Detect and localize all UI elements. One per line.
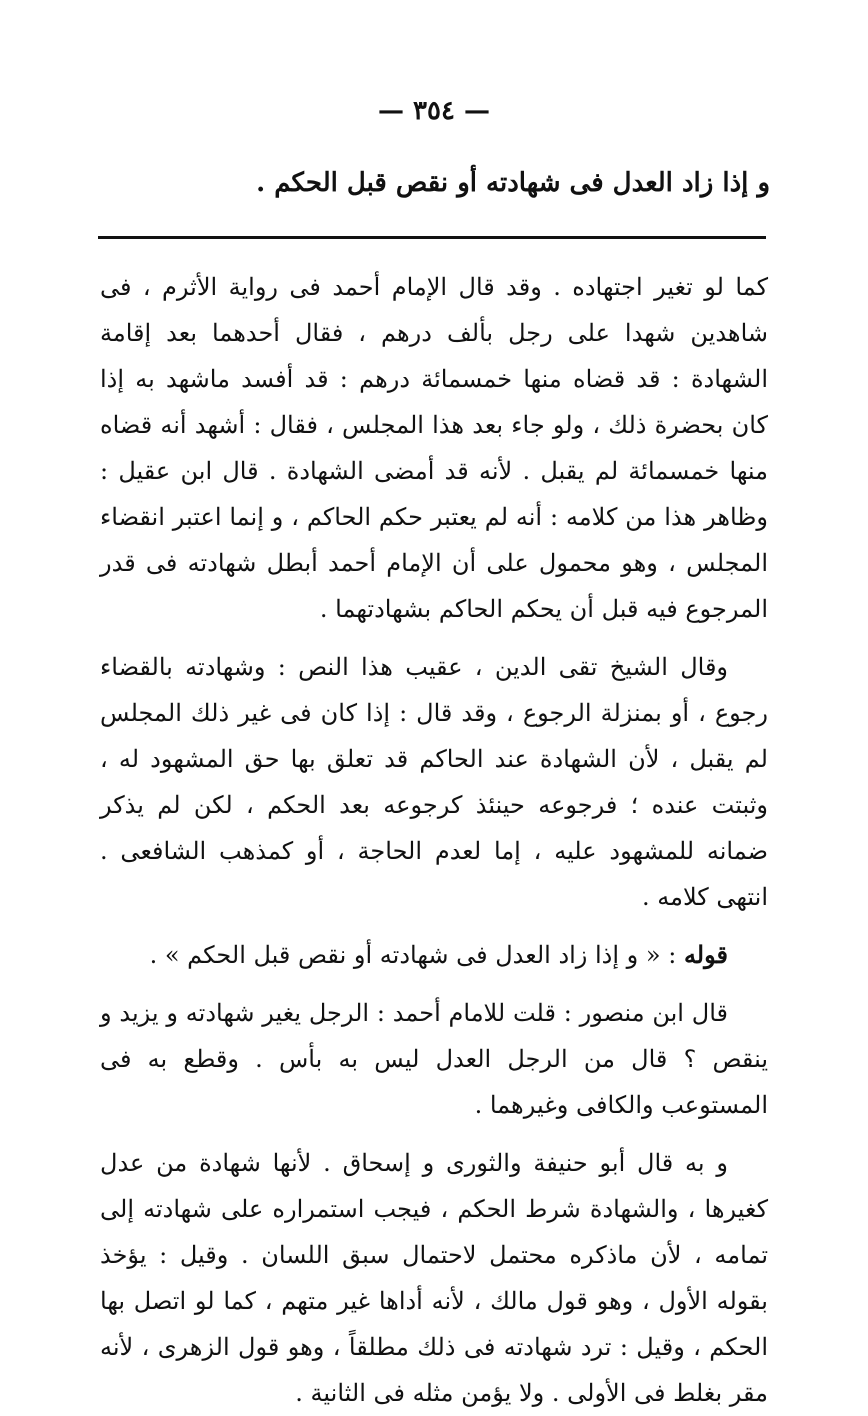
- paragraph-1: كما لو تغير اجتهاده . وقد قال الإمام أحمد فى رواية الأثرم ، فى شاهدين شهدا على رجل بألف درهم ، فقال أحدهما بعد إقامة الشهادة : قد قضاه منها خمسمائة درهم : قد أفسد ماشهد به إذا كان بحضرة ذلك ، ولو جاء بعد هذا المجلس ، فقال : أشهد أنه قضاه منها خمسمائة لم يقبل . لأنه قد أمضى الشهادة . قال ابن عقيل : وظاهر هذا من كلامه : أنه لم يعتبر حكم الحاكم ، و إنما اعتبر انقضاء المجلس ، وهو محمول على أن الإمام أحمد أبطل شهادته فى قدر المرجوع فيه قبل أن يحكم الحاكم بشهادتهما .: [100, 273, 768, 623]
- paragraph-4: قال ابن منصور : قلت للامام أحمد : الرجل يغير شهادته و يزيد و ينقص ؟ قال من الرجل العدل ليس به بأس . وقطع به فى المستوعب والكافى وغيرهما .: [100, 999, 768, 1119]
- commentary-body: [100, 264, 768, 1416]
- page-number: — ٣٥٤ —: [377, 96, 491, 126]
- separator-rule: [98, 236, 766, 239]
- matn-heading: و إذا زاد العدل فى شهادته أو نقص قبل الحكم .: [256, 168, 770, 198]
- quoted-matn: : « و إذا زاد العدل فى شهادته أو نقص قبل الحكم » .: [149, 941, 677, 969]
- paragraph-2: وقال الشيخ تقى الدين ، عقيب هذا النص : وشهادته بالقضاء رجوع ، أو بمنزلة الرجوع ، وقد قال : إذا كان فى غير ذلك المجلس لم يقبل ، لأن الشهادة عند الحاكم قد تعلق بها حق المشهود له ، وثبتت عنده ؛ فرجوعه حينئذ كرجوعه بعد الحكم ، لكن لم يذكر ضمانه للمشهود عليه ، إما لعدم الحاجة ، أو كمذهب الشافعى . انتهى كلامه .: [100, 653, 768, 911]
- paragraph-3: [100, 932, 768, 978]
- qawluhu-label: قوله: [683, 940, 728, 969]
- paragraph-5: و به قال أبو حنيفة والثورى و إسحاق . لأنها شهادة من عدل كغيرها ، والشهادة شرط الحكم ، فيجب استمراره على شهادته إلى تمامه ، لأن ماذكره محتمل لاحتمال سبق اللسان . وقيل : يؤخذ بقوله الأول ، وهو قول مالك ، لأنه أداها غير متهم ، كما لو اتصل بها الحكم ، وقيل : ترد شهادته فى ذلك مطلقاً ، وهو قول الزهرى ، لأنه مقر بغلط فى الأولى . ولا يؤمن مثله فى الثانية .: [100, 1149, 768, 1407]
